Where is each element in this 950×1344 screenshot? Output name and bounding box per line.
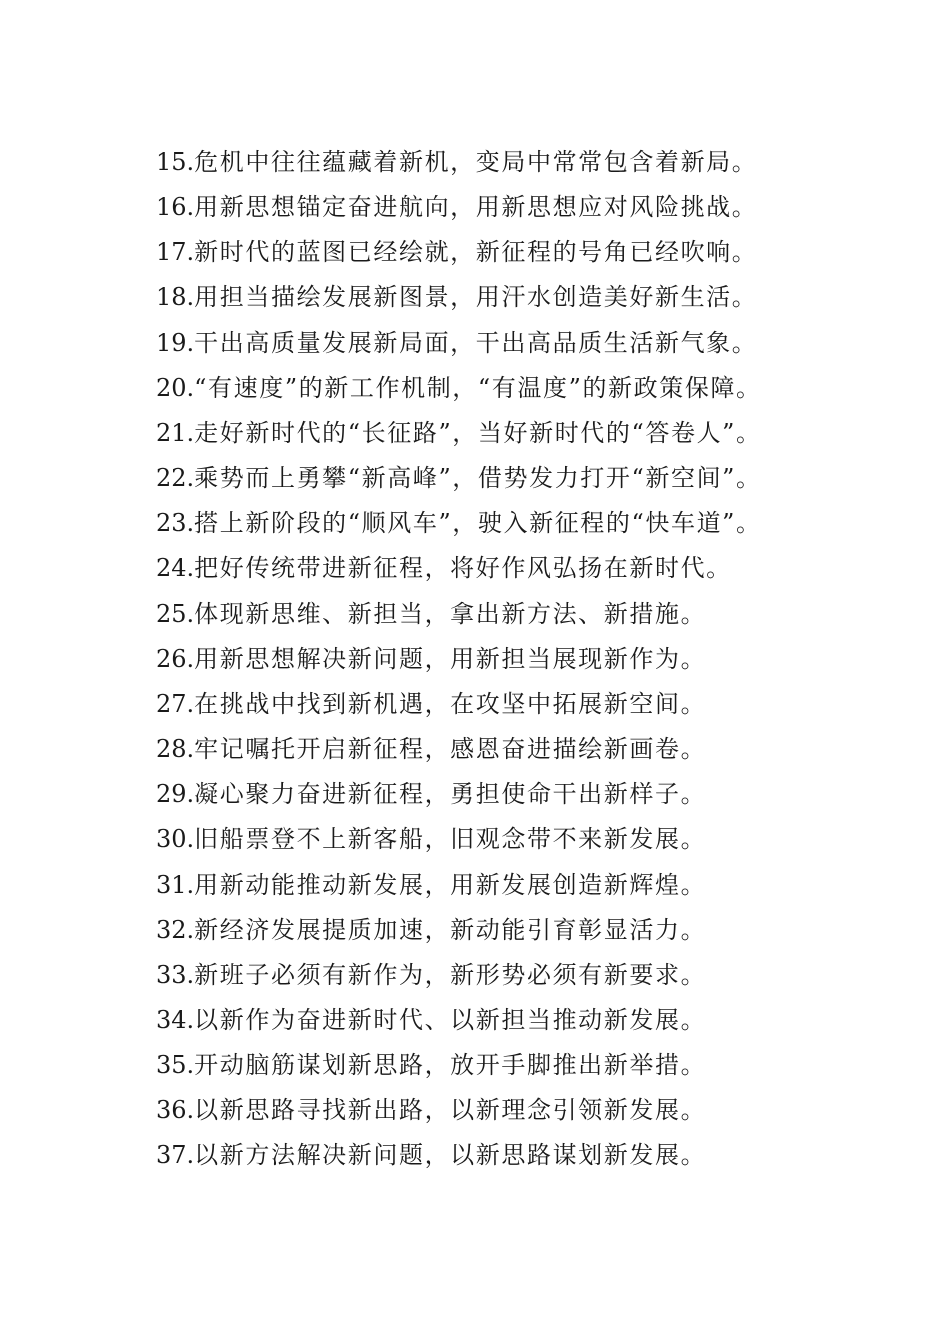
list-item-number: 34. xyxy=(156,1005,195,1034)
list-item xyxy=(156,953,836,998)
list-item xyxy=(156,1133,836,1178)
list-item xyxy=(156,817,836,862)
list-item-number: 22. xyxy=(156,464,195,493)
list-item xyxy=(156,682,836,727)
list-item-number: 33. xyxy=(156,960,195,989)
list-item-number: 32. xyxy=(156,915,195,944)
list-item xyxy=(156,185,836,230)
list-item xyxy=(156,230,836,275)
list-item-text: 体现新思维、新担当，拿出新方法、新措施。 xyxy=(194,599,707,628)
list-item xyxy=(156,1043,836,1088)
list-item xyxy=(156,637,836,682)
list-item xyxy=(156,727,836,772)
list-item-text: 用新思想解决新问题，用新担当展现新作为。 xyxy=(194,644,707,673)
numbered-list xyxy=(156,140,836,1179)
list-item xyxy=(156,140,836,185)
list-item-text: 以新方法解决新问题，以新思路谋划新发展。 xyxy=(194,1141,707,1170)
list-item-text: 以新思路寻找新出路，以新理念引领新发展。 xyxy=(194,1096,707,1125)
list-item xyxy=(156,1088,836,1133)
list-item xyxy=(156,366,836,411)
list-item-number: 26. xyxy=(156,644,195,673)
list-item xyxy=(156,863,836,908)
list-item-text: 走好新时代的“长征路”，当好新时代的“答卷人”。 xyxy=(194,418,762,447)
list-item-text: 在挑战中找到新机遇，在攻坚中拓展新空间。 xyxy=(194,689,707,718)
list-item-number: 31. xyxy=(156,870,195,899)
list-item-number: 18. xyxy=(156,283,195,312)
list-item-number: 36. xyxy=(156,1096,195,1125)
list-item xyxy=(156,456,836,501)
list-item-text: 新时代的蓝图已经绘就，新征程的号角已经吹响。 xyxy=(194,238,758,267)
list-item-text: 凝心聚力奋进新征程，勇担使命干出新样子。 xyxy=(194,780,707,809)
list-item-text: 用新思想锚定奋进航向，用新思想应对风险挑战。 xyxy=(194,193,758,222)
list-item-text: 用担当描绘发展新图景，用汗水创造美好新生活。 xyxy=(194,283,758,312)
list-item-number: 16. xyxy=(156,193,195,222)
list-item xyxy=(156,998,836,1043)
list-item xyxy=(156,411,836,456)
list-item-number: 25. xyxy=(156,599,195,628)
list-item-number: 19. xyxy=(156,328,195,357)
list-item-number: 35. xyxy=(156,1051,195,1080)
list-item-text: 危机中往往蕴藏着新机，变局中常常包含着新局。 xyxy=(194,148,758,176)
list-item-text: 把好传统带进新征程，将好作风弘扬在新时代。 xyxy=(194,554,732,583)
list-item-number: 27. xyxy=(156,689,195,718)
list-item-number: 23. xyxy=(156,509,195,538)
list-item-number: 24. xyxy=(156,554,195,583)
list-item xyxy=(156,275,836,320)
list-item-number: 28. xyxy=(156,735,195,764)
list-item-number: 37. xyxy=(156,1141,195,1170)
list-item-number: 17. xyxy=(156,238,195,267)
list-item-text: 新班子必须有新作为，新形势必须有新要求。 xyxy=(194,960,707,989)
list-item-text: 牢记嘱托开启新征程，感恩奋进描绘新画卷。 xyxy=(194,735,707,764)
list-item-text: “有速度”的新工作机制，“有温度”的新政策保障。 xyxy=(194,373,762,402)
list-item xyxy=(156,908,836,953)
list-item-number: 21. xyxy=(156,418,195,447)
list-item-text: 搭上新阶段的“顺风车”，驶入新征程的“快车道”。 xyxy=(194,509,762,538)
list-item-text: 用新动能推动新发展，用新发展创造新辉煌。 xyxy=(194,870,707,899)
list-item-text: 开动脑筋谋划新思路，放开手脚推出新举措。 xyxy=(194,1051,707,1080)
list-item xyxy=(156,546,836,591)
list-item-text: 旧船票登不上新客船，旧观念带不来新发展。 xyxy=(194,825,707,854)
list-item-number: 29. xyxy=(156,780,195,809)
list-item-number: 15. xyxy=(156,148,195,176)
list-item-text: 以新作为奋进新时代、以新担当推动新发展。 xyxy=(194,1005,707,1034)
list-item-number: 30. xyxy=(156,825,195,854)
list-item-text: 新经济发展提质加速，新动能引育彰显活力。 xyxy=(194,915,707,944)
list-item-number: 20. xyxy=(156,373,195,402)
list-item-text: 乘势而上勇攀“新高峰”，借势发力打开“新空间”。 xyxy=(194,464,762,493)
list-item xyxy=(156,592,836,637)
list-item-text: 干出高质量发展新局面，干出高品质生活新气象。 xyxy=(194,328,758,357)
list-item xyxy=(156,772,836,817)
list-item xyxy=(156,501,836,546)
list-item xyxy=(156,321,836,366)
